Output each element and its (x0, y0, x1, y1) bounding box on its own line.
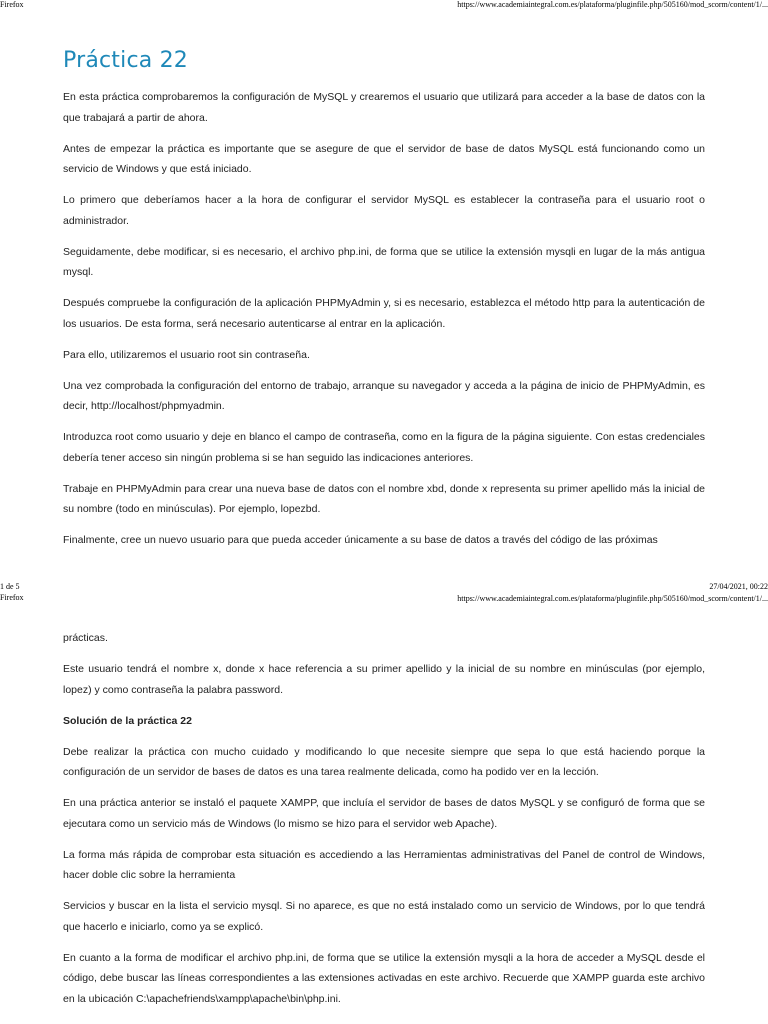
paragraph: Finalmente, cree un nuevo usuario para que pueda acceder únicamente a su base de datos a través del código de las próximas (63, 534, 658, 546)
paragraph: En esta práctica comprobaremos la configuración de MySQL y crearemos el usuario que utilizará para acceder a la base de datos con la que trabajará a partir de ahora. (63, 91, 705, 124)
paragraph: Trabaje en PHPMyAdmin para crear una nueva base de datos con el nombre xbd, donde x representa su primer apellido más la inicial de su nombre (todo en minúsculas). Por ejemplo, lopezbd. (63, 482, 705, 515)
solution-heading: Solución de la práctica 22 (63, 714, 192, 727)
paragraph: Seguidamente, debe modificar, si es necesario, el archivo php.ini, de forma que se utilice la extensión mysqli en lugar de la más antigua mysql. (63, 245, 705, 278)
paragraph: Después compruebe la configuración de la aplicación PHPMyAdmin y, si es necesario, establezca el método http para la autenticación de los usuarios. De esta forma, será necesario autenticarse al entrar en la aplicación. (63, 297, 705, 330)
print-header-page2 (0, 593, 768, 605)
browser-name: Firefox (0, 593, 24, 602)
browser-name: Firefox (0, 0, 24, 9)
page-url[interactable]: https://www.academiaintegral.com.es/plataforma/pluginfile.php/505160/mod_scorm/content/1/... (457, 594, 768, 603)
page-url[interactable]: https://www.academiaintegral.com.es/plataforma/pluginfile.php/505160/mod_scorm/content/1/... (457, 0, 768, 9)
print-header-page1 (0, 0, 768, 12)
page2-content (63, 628, 705, 1020)
page-number: 1 de 5 (0, 582, 20, 591)
paragraph: Una vez comprobada la configuración del entorno de trabajo, arranque su navegador y acceda a la página de inicio de PHPMyAdmin, es decir, http://localhost/phpmyadmin. (63, 379, 705, 412)
paragraph: Introduzca root como usuario y deje en blanco el campo de contraseña, como en la figura de la página siguiente. Con estas credenciales debería tener acceso sin ningún problema si se han seguido las indicaciones anteriores. (63, 431, 705, 464)
paragraph: Antes de empezar la práctica es importante que se asegure de que el servidor de base de datos MySQL está funcionando como un servicio de Windows y que está iniciado. (63, 142, 705, 175)
print-timestamp: 27/04/2021, 00:22 (709, 582, 768, 591)
page-title: Práctica 22 (63, 48, 189, 73)
paragraph: En cuanto a la forma de modificar el archivo php.ini, de forma que se utilice la extensión mysqli a la hora de acceder a MySQL desde el código, debe buscar las líneas correspondientes a las extensiones activadas en este archivo. Recuerde que XAMPP guarda este archivo en la ubicación C:\apachefriends\xampp\apache\bin\php.ini. (63, 951, 705, 1005)
paragraph: Para ello, utilizaremos el usuario root sin contraseña. (63, 348, 310, 361)
paragraph: prácticas. (63, 632, 108, 644)
paragraph: En una práctica anterior se instaló el paquete XAMPP, que incluía el servidor de bases de datos MySQL y se configuró de forma que se ejecutara como un servicio más de Windows (lo mismo se hizo para el servidor web Apache). (63, 797, 705, 830)
paragraph: La forma más rápida de comprobar esta situación es accediendo a las Herramientas administrativas del Panel de control de Windows, hacer doble clic sobre la herramienta (63, 848, 705, 881)
page1-content (63, 48, 705, 561)
paragraph: Debe realizar la práctica con mucho cuidado y modificando lo que necesite siempre que sepa lo que está haciendo porque la configuración de un servidor de bases de datos es una tarea realmente delicada, como ha podido ver en la lección. (63, 745, 705, 778)
paragraph: Lo primero que deberíamos hacer a la hora de configurar el servidor MySQL es establecer la contraseña para el usuario root o administrador. (63, 194, 705, 227)
paragraph: Este usuario tendrá el nombre x, donde x hace referencia a su primer apellido y la inicial de su nombre en minúsculas (por ejemplo, lopez) y como contraseña la palabra password. (63, 663, 705, 696)
paragraph: Servicios y buscar en la lista el servicio mysql. Si no aparece, es que no está instalado como un servicio de Windows, por lo que tendrá que hacerlo e iniciarlo, como ya se explicó. (63, 900, 705, 933)
